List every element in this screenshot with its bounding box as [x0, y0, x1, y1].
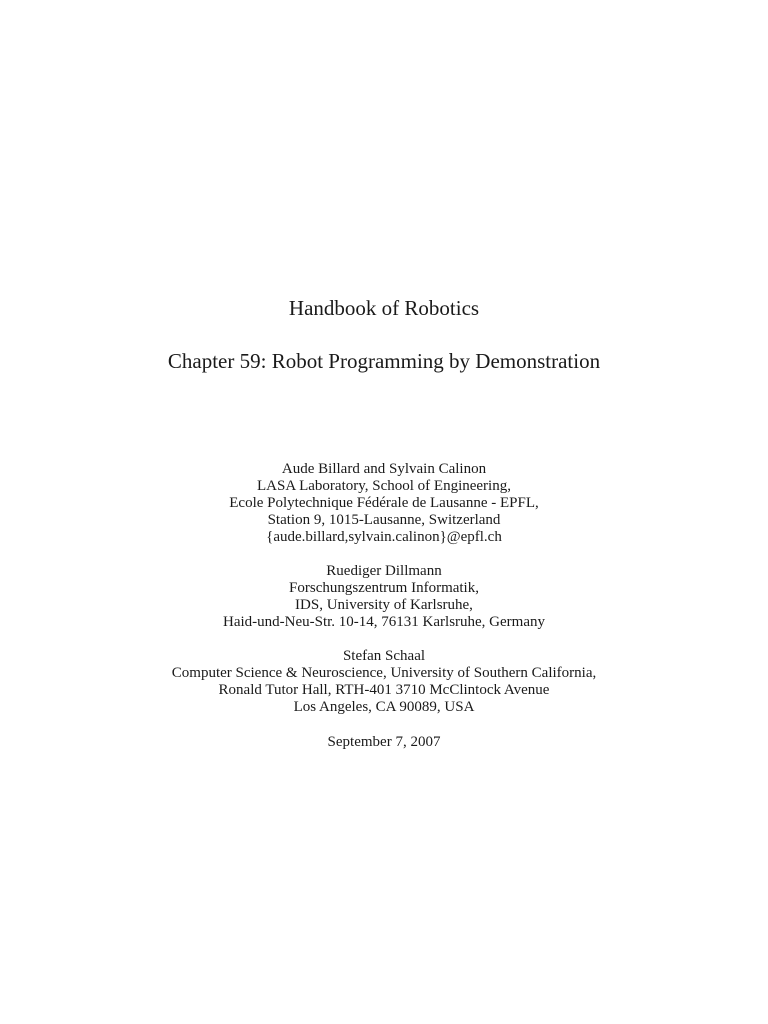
author-address: Station 9, 1015-Lausanne, Switzerland — [267, 512, 501, 528]
author-address: Haid-und-Neu-Str. 10-14, 76131 Karlsruhe, Germany — [222, 614, 545, 630]
author-affiliation: Forschungszentrum Informatik, — [289, 580, 479, 596]
author-names: Stefan Schaal — [342, 648, 426, 664]
author-names: Ruediger Dillmann — [326, 563, 442, 579]
author-block-billard-calinon — [0, 461, 768, 546]
document-title: Handbook of Robotics — [288, 296, 480, 320]
author-institution: Ecole Polytechnique Fédérale de Lausanne - EPFL, — [229, 495, 539, 511]
author-affiliation: LASA Laboratory, School of Engineering, — [257, 478, 511, 494]
author-email: {aude.billard,sylvain.calinon}@epfl.ch — [266, 529, 502, 545]
author-address: Ronald Tutor Hall, RTH-401 3710 McClintock Avenue — [218, 682, 550, 698]
author-names: Aude Billard and Sylvain Calinon — [281, 461, 487, 477]
author-block-schaal — [0, 648, 768, 716]
author-city: Los Angeles, CA 90089, USA — [293, 699, 475, 715]
document-date: September 7, 2007 — [327, 734, 441, 750]
author-affiliation: Computer Science & Neuroscience, University of Southern California, — [171, 665, 597, 681]
author-institution: IDS, University of Karlsruhe, — [295, 597, 473, 613]
author-block-dillmann — [0, 563, 768, 631]
chapter-title: Chapter 59: Robot Programming by Demonstration — [167, 349, 601, 373]
